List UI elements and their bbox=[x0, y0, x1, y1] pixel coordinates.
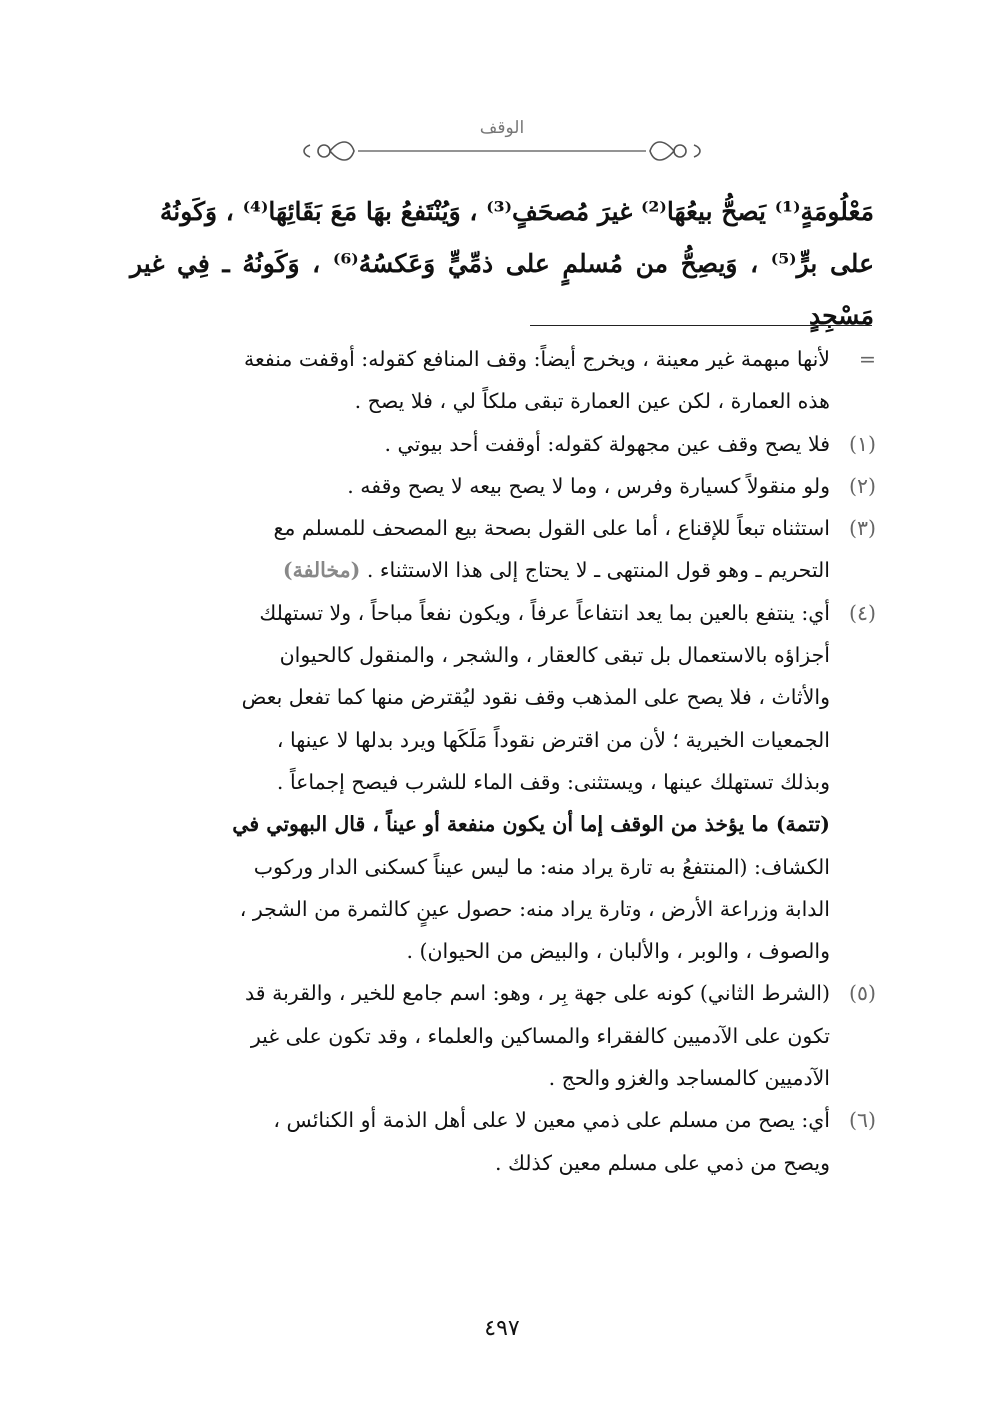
footnote-line: (الشرط الثاني) كونه على جهة بِر ، وهو: اسم جامع للخير ، والقربة قد bbox=[245, 981, 830, 1006]
page-number: ٤٩٧ bbox=[484, 1316, 520, 1341]
footnote-line: الآدميين كالمساجد والغزو والحج . bbox=[548, 1066, 830, 1091]
footnote-line: استثناه تبعاً للإقناع ، أما على القول بصحة بيع المصحف للمسلم مع bbox=[273, 516, 830, 541]
footnote-number: (٦) bbox=[848, 1108, 876, 1133]
footnote-number: (٤) bbox=[848, 600, 876, 625]
footnote-line: أي: ينتفع بالعين بما يعد انتفاعاً عرفاً ، ويكون نفعاً مباحاً ، ولا تستهلك bbox=[259, 600, 830, 625]
footnote-line bbox=[128, 549, 830, 591]
footnote-number: (٣) bbox=[848, 516, 876, 541]
footnote-1 bbox=[128, 423, 876, 465]
footnote-6 bbox=[128, 1099, 876, 1184]
footnote-line: لأنها مبهمة غير معينة ، ويخرج أيضاً: وقف المنافع كقوله: أوقفت منفعة bbox=[243, 347, 830, 371]
footnotes bbox=[128, 338, 876, 1184]
disagreement-tag: (مخالفة) bbox=[282, 558, 361, 583]
footnote-number: (٥) bbox=[848, 981, 876, 1006]
continuation-marker: = bbox=[858, 347, 876, 371]
footnote-line: ولو منقولاً كسيارة وفرس ، وما لا يصح بيعه لا يصح وقفه . bbox=[347, 473, 830, 498]
footnote-number: (٢) bbox=[848, 473, 876, 498]
footnote-2 bbox=[128, 465, 876, 507]
header-ornament-icon bbox=[300, 134, 704, 168]
footnote-number: (١) bbox=[848, 431, 876, 456]
footnote-line: تكون على الآدميين كالفقراء والمساكين والعلماء ، وقد تكون على غير bbox=[250, 1023, 830, 1048]
footnote-separator bbox=[530, 325, 872, 326]
header-title: الوقف bbox=[479, 118, 525, 138]
footnote-line: أي: يصح من مسلم على ذمي معين لا على أهل الذمة أو الكنائس ، bbox=[273, 1108, 830, 1133]
footnote-line: الجمعيات الخيرية ؛ لأن من اقترض نقوداً مَلَكَها ويرد بدلها لا عينها ، bbox=[276, 727, 830, 752]
main-text bbox=[130, 186, 874, 342]
footnote-line: الكشاف: (المنتفعُ به تارة يراد منه: ما ليس عيناً كسكنى الدار وركوب bbox=[253, 854, 830, 879]
footnote-4 bbox=[128, 592, 876, 973]
footnote-line: (تتمة) ما يؤخذ من الوقف إما أن يكون منفعة أو عيناً ، قال البهوتي في bbox=[232, 812, 830, 837]
footnote-line: والأثاث ، فلا يصح على المذهب وقف نقود ليُقترض منها كما تفعل بعض bbox=[241, 685, 830, 710]
footnote-text: التحريم ـ وهو قول المنتهى ـ لا يحتاج إلى هذا الاستثناء . bbox=[366, 558, 830, 583]
footnote-line: أجزاؤه بالاستعمال بل تبقى كالعقار ، والشجر ، والمنقول كالحيوان bbox=[279, 643, 830, 668]
main-text-line: مَعْلُومَةٍ⁽¹⁾ يَصحُّ بيعُهَا⁽²⁾ غيرَ مُصحَفٍ⁽³⁾ ، وَيُنْتَفعُ بهَا مَعَ بَقَائِهَا⁽⁴⁾ ، وَكَونُهُ bbox=[159, 197, 874, 226]
footnote-line: هذه العمارة ، لكن عين العمارة تبقى ملكاً لي ، فلا يصح . bbox=[354, 389, 830, 414]
main-text-line: على برٍّ⁽⁵⁾ ، وَيصِحُّ من مُسلمٍ على ذمِّيٍّ وَعَكسُهُ⁽⁶⁾ ، وَكَونُهُ ـ فِي غير مَسْجِدٍ bbox=[130, 249, 875, 330]
footnote-line: وبذلك تستهلك عينها ، ويستثنى: وقف الماء للشرب فيصح إجماعاً . bbox=[276, 769, 830, 794]
footnote-line: والصوف ، والوبر ، والألبان ، والبيض من الحيوان) . bbox=[406, 939, 830, 964]
footnote-line: الدابة وزراعة الأرض ، وتارة يراد منه: حصول عينٍ كالثمرة من الشجر ، bbox=[239, 896, 830, 921]
footnote-5 bbox=[128, 972, 876, 1099]
footnote-continuation bbox=[128, 338, 876, 423]
footnote-3 bbox=[128, 507, 876, 592]
page-header bbox=[300, 118, 704, 168]
footnote-line: ويصح من ذمي على مسلم معين كذلك . bbox=[494, 1150, 830, 1175]
footnote-line: فلا يصح وقف عين مجهولة كقوله: أوقفت أحد بيوتي . bbox=[384, 431, 830, 456]
